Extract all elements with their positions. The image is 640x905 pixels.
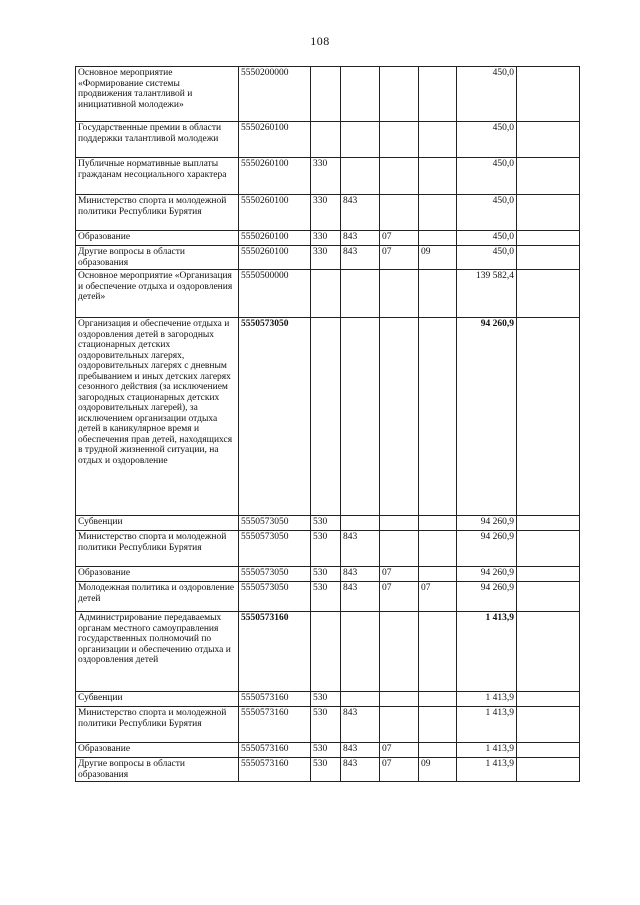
row-code-cell: 5550573160 xyxy=(239,612,311,692)
row-pr-cell xyxy=(419,158,457,195)
row-grbs-cell xyxy=(341,270,380,318)
row-name-cell: Организация и обеспечение отдыха и оздоровления детей в загородных стационарных детских оздоровительных лагерях, оздоровительных лагерях с дневным пребыванием и иных детских лагерях сезонного действия (за исключением загородных стационарных детских оздоровительных лагерей), за исключением организации отдыха детей в каникулярное время и обеспечения прав детей, находящихся в трудной жизненной ситуации, на отдых и оздоровление xyxy=(76,318,239,516)
row-rz-cell xyxy=(380,158,419,195)
row-vr-cell: 530 xyxy=(311,743,341,758)
table-row xyxy=(76,531,580,567)
row-amount-cell: 94 260,9 xyxy=(457,318,517,516)
row-grbs-cell xyxy=(341,67,380,122)
row-pr-cell xyxy=(419,531,457,567)
row-grbs-cell: 843 xyxy=(341,743,380,758)
row-amount-cell: 450,0 xyxy=(457,158,517,195)
row-amount-cell: 94 260,9 xyxy=(457,531,517,567)
row-rz-cell xyxy=(380,67,419,122)
row-name-cell: Образование xyxy=(76,231,239,246)
table-row xyxy=(76,707,580,743)
row-grbs-cell xyxy=(341,318,380,516)
row-grbs-cell xyxy=(341,692,380,707)
row-extra-cell xyxy=(517,758,580,782)
row-rz-cell xyxy=(380,122,419,158)
row-grbs-cell: 843 xyxy=(341,246,380,270)
row-code-cell: 5550573050 xyxy=(239,567,311,582)
table-row xyxy=(76,612,580,692)
row-code-cell: 5550573050 xyxy=(239,318,311,516)
row-name-cell: Другие вопросы в области образования xyxy=(76,246,239,270)
row-amount-cell: 450,0 xyxy=(457,246,517,270)
row-pr-cell xyxy=(419,122,457,158)
row-code-cell: 5550573050 xyxy=(239,531,311,567)
row-vr-cell: 330 xyxy=(311,195,341,231)
row-amount-cell: 450,0 xyxy=(457,122,517,158)
row-vr-cell: 530 xyxy=(311,582,341,612)
table-row xyxy=(76,195,580,231)
row-vr-cell xyxy=(311,270,341,318)
row-extra-cell xyxy=(517,612,580,692)
row-code-cell: 5550260100 xyxy=(239,231,311,246)
row-pr-cell xyxy=(419,231,457,246)
row-amount-cell: 94 260,9 xyxy=(457,567,517,582)
row-extra-cell xyxy=(517,318,580,516)
row-extra-cell xyxy=(517,122,580,158)
row-extra-cell xyxy=(517,692,580,707)
row-grbs-cell xyxy=(341,122,380,158)
row-amount-cell: 1 413,9 xyxy=(457,612,517,692)
table-row xyxy=(76,743,580,758)
row-name-cell: Субвенции xyxy=(76,516,239,531)
row-vr-cell: 330 xyxy=(311,231,341,246)
row-rz-cell: 07 xyxy=(380,231,419,246)
row-grbs-cell: 843 xyxy=(341,758,380,782)
row-pr-cell xyxy=(419,270,457,318)
row-amount-cell: 450,0 xyxy=(457,231,517,246)
row-amount-cell: 1 413,9 xyxy=(457,692,517,707)
row-vr-cell: 530 xyxy=(311,567,341,582)
row-pr-cell: 07 xyxy=(419,582,457,612)
row-code-cell: 5550200000 xyxy=(239,67,311,122)
row-name-cell: Молодежная политика и оздоровление детей xyxy=(76,582,239,612)
row-rz-cell: 07 xyxy=(380,743,419,758)
row-pr-cell xyxy=(419,195,457,231)
row-pr-cell: 09 xyxy=(419,246,457,270)
row-vr-cell: 530 xyxy=(311,516,341,531)
row-grbs-cell xyxy=(341,158,380,195)
row-code-cell: 5550260100 xyxy=(239,158,311,195)
table-row xyxy=(76,567,580,582)
budget-table xyxy=(75,66,580,782)
row-rz-cell: 07 xyxy=(380,246,419,270)
row-vr-cell: 530 xyxy=(311,531,341,567)
row-name-cell: Основное мероприятие «Формирование системы продвижения талантливой и инициативной молодежи» xyxy=(76,67,239,122)
row-extra-cell xyxy=(517,246,580,270)
row-rz-cell: 07 xyxy=(380,758,419,782)
row-rz-cell xyxy=(380,516,419,531)
row-grbs-cell: 843 xyxy=(341,195,380,231)
row-grbs-cell: 843 xyxy=(341,531,380,567)
table-row xyxy=(76,692,580,707)
row-name-cell: Министерство спорта и молодежной политики Республики Бурятия xyxy=(76,531,239,567)
row-vr-cell: 530 xyxy=(311,692,341,707)
row-extra-cell xyxy=(517,707,580,743)
row-amount-cell: 450,0 xyxy=(457,195,517,231)
row-pr-cell xyxy=(419,567,457,582)
row-grbs-cell: 843 xyxy=(341,231,380,246)
row-grbs-cell xyxy=(341,516,380,531)
row-code-cell: 5550573050 xyxy=(239,516,311,531)
page-number: 108 xyxy=(310,34,330,48)
row-pr-cell: 09 xyxy=(419,758,457,782)
table-row xyxy=(76,231,580,246)
row-extra-cell xyxy=(517,743,580,758)
row-pr-cell xyxy=(419,743,457,758)
row-code-cell: 5550573160 xyxy=(239,707,311,743)
row-amount-cell: 94 260,9 xyxy=(457,516,517,531)
row-rz-cell: 07 xyxy=(380,582,419,612)
row-pr-cell xyxy=(419,707,457,743)
row-rz-cell xyxy=(380,270,419,318)
row-extra-cell xyxy=(517,195,580,231)
row-rz-cell: 07 xyxy=(380,567,419,582)
row-extra-cell xyxy=(517,67,580,122)
row-vr-cell xyxy=(311,67,341,122)
table-row xyxy=(76,758,580,782)
row-extra-cell xyxy=(517,582,580,612)
table-row xyxy=(76,122,580,158)
row-pr-cell xyxy=(419,612,457,692)
row-rz-cell xyxy=(380,531,419,567)
row-pr-cell xyxy=(419,318,457,516)
table-body xyxy=(76,67,580,782)
row-amount-cell: 139 582,4 xyxy=(457,270,517,318)
table-row xyxy=(76,158,580,195)
row-amount-cell: 1 413,9 xyxy=(457,707,517,743)
row-pr-cell xyxy=(419,67,457,122)
row-name-cell: Основное мероприятие «Организация и обеспечение отдыха и оздоровления детей» xyxy=(76,270,239,318)
table-row xyxy=(76,270,580,318)
row-code-cell: 5550573160 xyxy=(239,692,311,707)
row-amount-cell: 1 413,9 xyxy=(457,743,517,758)
row-vr-cell xyxy=(311,122,341,158)
row-vr-cell: 530 xyxy=(311,707,341,743)
row-extra-cell xyxy=(517,270,580,318)
row-name-cell: Субвенции xyxy=(76,692,239,707)
table-row xyxy=(76,246,580,270)
row-name-cell: Государственные премии в области поддержки талантливой молодежи xyxy=(76,122,239,158)
row-extra-cell xyxy=(517,531,580,567)
row-grbs-cell: 843 xyxy=(341,582,380,612)
row-amount-cell: 1 413,9 xyxy=(457,758,517,782)
row-name-cell: Публичные нормативные выплаты гражданам несоциального характера xyxy=(76,158,239,195)
row-grbs-cell xyxy=(341,612,380,692)
row-rz-cell xyxy=(380,692,419,707)
row-extra-cell xyxy=(517,516,580,531)
table-row xyxy=(76,318,580,516)
row-vr-cell xyxy=(311,612,341,692)
row-name-cell: Другие вопросы в области образования xyxy=(76,758,239,782)
row-code-cell: 5550500000 xyxy=(239,270,311,318)
row-code-cell: 5550573160 xyxy=(239,758,311,782)
row-vr-cell: 530 xyxy=(311,758,341,782)
row-extra-cell xyxy=(517,567,580,582)
row-amount-cell: 94 260,9 xyxy=(457,582,517,612)
row-rz-cell xyxy=(380,318,419,516)
row-grbs-cell: 843 xyxy=(341,707,380,743)
table-row xyxy=(76,582,580,612)
row-amount-cell: 450,0 xyxy=(457,67,517,122)
table-row xyxy=(76,67,580,122)
row-name-cell: Министерство спорта и молодежной политики Республики Бурятия xyxy=(76,195,239,231)
row-rz-cell xyxy=(380,195,419,231)
row-vr-cell xyxy=(311,318,341,516)
row-grbs-cell: 843 xyxy=(341,567,380,582)
row-extra-cell xyxy=(517,158,580,195)
row-rz-cell xyxy=(380,612,419,692)
row-name-cell: Администрирование передаваемых органам местного самоуправления государственных полномочий по организации и обеспечению отдыха и оздоровления детей xyxy=(76,612,239,692)
row-name-cell: Образование xyxy=(76,743,239,758)
row-code-cell: 5550573050 xyxy=(239,582,311,612)
row-code-cell: 5550260100 xyxy=(239,195,311,231)
row-vr-cell: 330 xyxy=(311,158,341,195)
row-code-cell: 5550260100 xyxy=(239,246,311,270)
row-name-cell: Образование xyxy=(76,567,239,582)
row-vr-cell: 330 xyxy=(311,246,341,270)
table-row xyxy=(76,516,580,531)
row-name-cell: Министерство спорта и молодежной политики Республики Бурятия xyxy=(76,707,239,743)
row-pr-cell xyxy=(419,516,457,531)
row-code-cell: 5550260100 xyxy=(239,122,311,158)
row-pr-cell xyxy=(419,692,457,707)
row-extra-cell xyxy=(517,231,580,246)
row-rz-cell xyxy=(380,707,419,743)
row-code-cell: 5550573160 xyxy=(239,743,311,758)
